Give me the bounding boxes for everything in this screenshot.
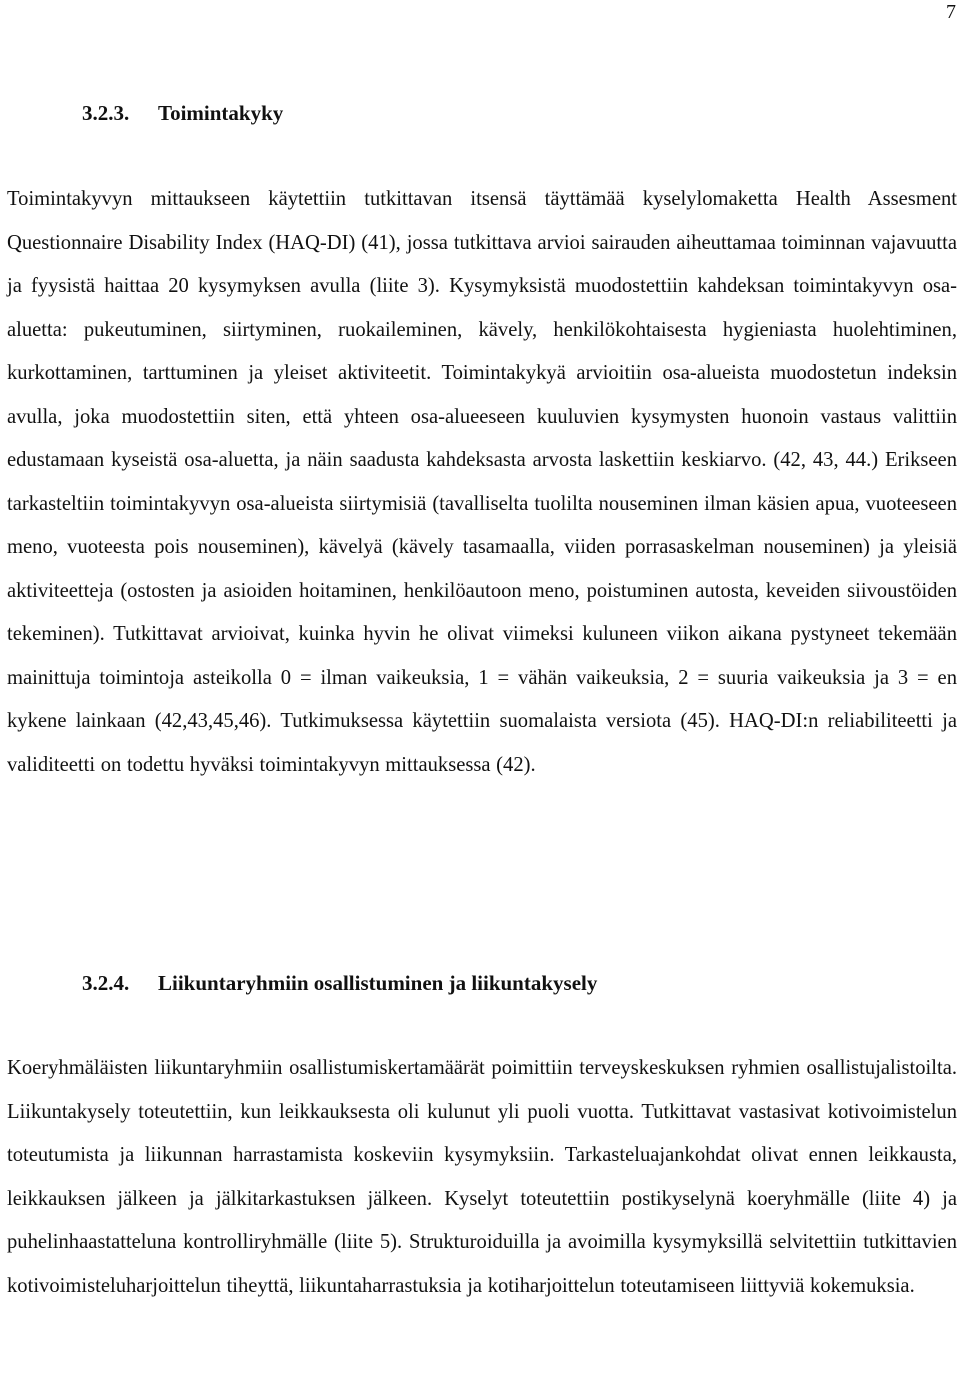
body-paragraph: Koeryhmäläisten liikuntaryhmiin osallistumiskertamäärät poimittiin terveyskeskuksen ryhmien osallistujalistoilta. Liikuntakysely toteutettiin, kun leikkauksesta oli kulunut yli puoli vuotta. Tutkittavat vastasivat kotivoimistelun toteutumista ja liikunnan harrastamista koskeviin kysymyksiin. Tarkasteluajankohdat olivat ennen leikkausta, leikkauksen jälkeen ja jälkitarkastuksen jälkeen. Kyselyt toteutettiin postikyselynä koeryhmälle (liite 4) ja puhelinhaastatteluna kontrolliryhmälle (liite 5). Strukturoiduilla ja avoimilla kysymyksillä selvitettiin tutkittavien kotivoimisteluharjoittelun tiheyttä, liikuntaharrastuksia ja kotiharjoittelun toteutamiseen liittyviä kokemuksia. xyxy=(7,1057,957,1297)
section-title: Liikuntaryhmiin osallistuminen ja liikuntakysely xyxy=(158,971,598,995)
page-number: 7 xyxy=(946,1,956,23)
section-number: 3.2.3. xyxy=(82,101,130,125)
section-heading xyxy=(82,100,283,126)
section-number: 3.2.4. xyxy=(82,971,130,995)
body-paragraph: Toimintakyvyn mittaukseen käytettiin tutkittavan itsensä täyttämää kyselylomaketta Health Assesment Questionnaire Disability Index (HAQ-DI) (41), jossa tutkittava arvioi sairauden aiheuttamaa toiminnan vajavuutta ja fyysistä haittaa 20 kysymyksen avulla (liite 3). Kysymyksistä muodostettiin kahdeksan toimintakyvyn osa-aluetta: pukeutuminen, siirtyminen, ruokaileminen, kävely, henkilökohtaisesta hygieniasta huolehtiminen, kurkottaminen, tarttuminen ja yleiset aktiviteetit. Toimintakykyä arvioitiin osa-alueista muodostetun indeksin avulla, joka muodostettiin siten, että yhteen osa-alueeseen kuuluvien kysymysten huonoin vastaus valittiin edustamaan kyseistä osa-aluetta, ja näin saadusta kahdeksasta arvosta laskettiin keskiarvo. (42, 43, 44.) Erikseen tarkasteltiin toimintakyvyn osa-alueista siirtymisiä (tavalliselta tuolilta nouseminen ilman käsien apua, vuoteeseen meno, vuoteesta pois nouseminen), kävelyä (kävely tasamaalla, viiden porrasaskelman nouseminen) ja yleisiä aktiviteetteja (ostosten ja asioiden hoitaminen, henkilöautoon meno, poistuminen autosta, keveiden siivoustöiden tekeminen). Tutkittavat arvioivat, kuinka hyvin he olivat viimeksi kuluneen viikon aikana pystyneet tekemään mainittuja toimintoja asteikolla 0 = ilman vaikeuksia, 1 = vähän vaikeuksia, 2 = suuria vaikeuksia ja 3 = en kykene lainkaan (42,43,45,46). Tutkimuksessa käytettiin suomalaista versiota (45). HAQ-DI:n reliabiliteetti ja validiteetti on todettu hyväksi toimintakyvyn mittauksessa (42). xyxy=(7,188,957,776)
section-title: Toimintakyky xyxy=(158,101,284,125)
section-heading xyxy=(82,970,597,996)
